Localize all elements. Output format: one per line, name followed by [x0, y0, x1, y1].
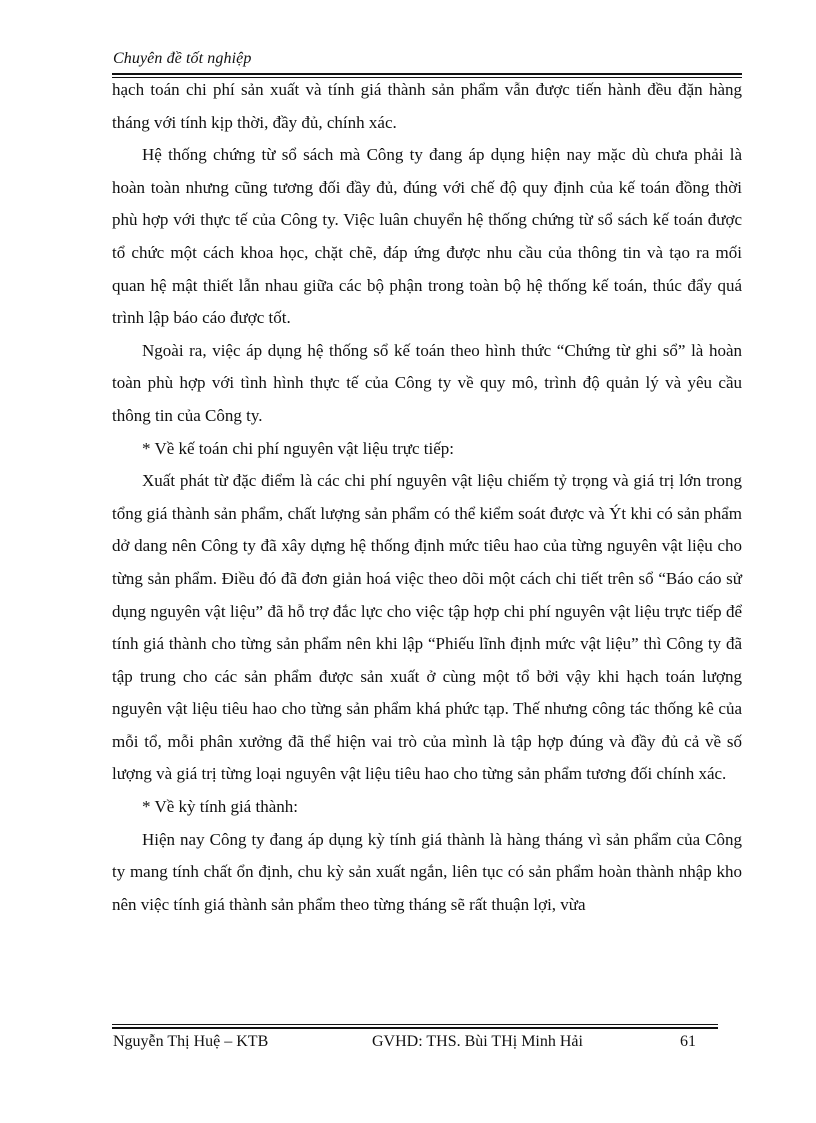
footer-author: Nguyễn Thị Huệ – KTB: [113, 1033, 269, 1050]
paragraph-continuation: hạch toán chi phí sản xuất và tính giá thành sản phẩm vẫn được tiến hành đều đặn hàng tháng với tính kịp thời, đầy đủ, chính xác.: [112, 80, 742, 132]
running-header-title: Chuyên đề tốt nghiệp: [113, 50, 252, 67]
footer-rule-thin: [112, 1024, 718, 1025]
paragraph-costing-period: Hiện nay Công ty đang áp dụng kỳ tính giá thành là hàng tháng vì sản phẩm của Công ty mang tính chất ổn định, chu kỳ sản xuất ngắn, liên tục có sản phẩm hoàn thành nhập kho nên việc tính giá thành sản phẩm theo từng tháng sẽ rất thuận lợi, vừa: [112, 829, 742, 914]
subheading-costing-period: * Về kỳ tính giá thành:: [142, 797, 298, 817]
subheading-material-cost: * Về kế toán chi phí nguyên vật liệu trực tiếp:: [142, 438, 454, 458]
paragraph-ledger-form: Ngoài ra, việc áp dụng hệ thống sổ kế toán theo hình thức “Chứng từ ghi sổ” là hoàn toàn phù hợp với tình hình thực tế của Công ty về quy mô, trình độ quản lý và yêu cầu thông tin của Công ty.: [112, 340, 742, 425]
body-text: [112, 74, 742, 921]
paragraph-material-cost: Xuất phát từ đặc điểm là các chi phí nguyên vật liệu chiếm tỷ trọng và giá trị lớn trong tổng giá thành sản phẩm, chất lượng sản phẩm có thể kiểm soát được và Ýt khi có sản phẩm dở dang nên Công ty đã xây dựng hệ thống định mức tiêu hao của từng nguyên vật liệu cho từng sản phẩm. Điều đó đã đơn giản hoá việc theo dõi một cách chi tiết trên sổ “Báo cáo sử dụng nguyên vật liệu” đã hỗ trợ đắc lực cho việc tập hợp chi phí nguyên vật liệu trực tiếp để tính giá thành cho từng sản phẩm nên khi lập “Phiếu lĩnh định mức vật liệu” thì Công ty đã tập trung cho các sản phẩm được sản xuất ở cùng một tổ bởi vậy khi hạch toán lượng nguyên vật liệu tiêu hao cho từng sản phẩm khá phức tạp. Thế nhưng công tác thống kê của mỗi tổ, mỗi phân xưởng đã thể hiện vai trò của mình là tập hợp đúng và đầy đủ cả về số lượng và giá trị từng loại nguyên vật liệu tiêu hao cho từng sản phẩm tương đối chính xác.: [112, 471, 742, 784]
paragraph-document-system: Hệ thống chứng từ sổ sách mà Công ty đang áp dụng hiện nay mặc dù chưa phải là hoàn toàn nhưng cũng tương đối đầy đủ, đúng với chế độ quy định của kế toán đồng thời phù hợp với thực tế của Công ty. Việc luân chuyển hệ thống chứng từ sổ sách kế toán được tổ chức một cách khoa học, chặt chẽ, đáp ứng được nhu cầu của thông tin và tạo ra mối quan hệ mật thiết lẫn nhau giữa các bộ phận trong toàn bộ hệ thống kế toán, thúc đẩy quá trình lập báo cáo được tốt.: [112, 145, 742, 328]
page-number: 61: [680, 1033, 696, 1050]
footer-advisor: GVHD: THS. Bùi THị Minh Hải: [372, 1033, 583, 1050]
footer-rule: [112, 1027, 718, 1029]
